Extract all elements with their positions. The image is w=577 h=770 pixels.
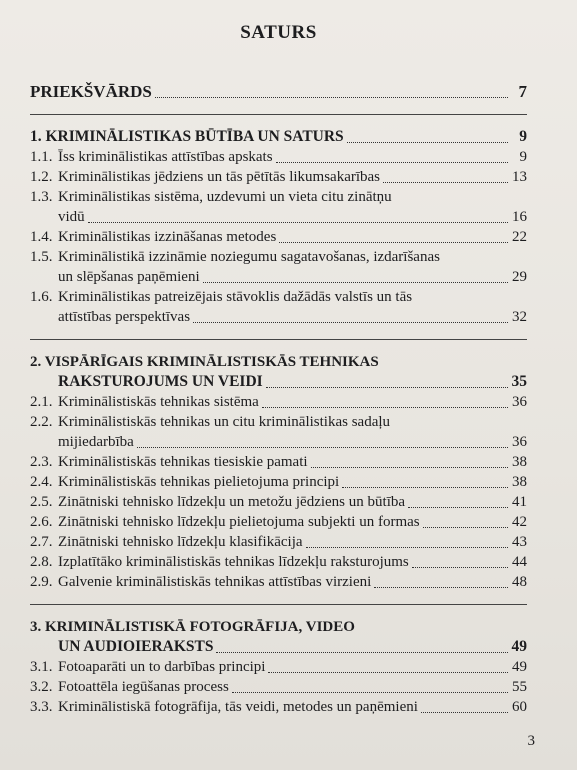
leader-dots (88, 221, 508, 223)
toc-entry (30, 472, 527, 492)
toc-entry-number: 1.5. (30, 249, 53, 265)
chapter-1-items (30, 147, 527, 327)
toc-entry (30, 167, 527, 187)
toc-chapter-3 (30, 637, 527, 657)
leader-dots (421, 711, 508, 713)
chapter-3-page: 49 (511, 638, 527, 655)
toc-entry-line (30, 247, 527, 267)
toc-entry (30, 432, 527, 452)
divider (30, 114, 527, 115)
chapter-1-label: 1. KRIMINĀLISTIKAS BŪTĪBA UN SATURS (30, 128, 344, 145)
toc-entry-page: 32 (512, 309, 527, 325)
leader-dots (262, 406, 508, 408)
chapter-2-items (30, 392, 527, 592)
toc-entry-continuation: attīstības perspektīvas (58, 309, 191, 325)
toc-entry-page: 16 (512, 209, 527, 225)
toc-entry-text: Kriminālistiskā fotogrāfija, tās veidi, metodes un paņēmieni (58, 699, 418, 715)
toc-entry (30, 227, 527, 247)
toc-entry (30, 657, 527, 677)
chapter-1-page: 9 (519, 128, 527, 145)
toc-entry-number: 1.4. (30, 229, 53, 245)
toc-entry (30, 492, 527, 512)
chapter-2-title-line-1: 2. VISPĀRĪGAIS KRIMINĀLISTISKĀS TEHNIKAS (30, 354, 379, 370)
toc-entry-text: Zinātniski tehnisko līdzekļu klasifikācija (58, 534, 303, 550)
toc-entry-number: 3.2. (30, 679, 53, 695)
leader-dots (342, 486, 508, 488)
toc-entry-number: 1.6. (30, 289, 53, 305)
leader-dots (266, 386, 508, 388)
toc-entry-continuation: un slēpšanas paņēmieni (58, 269, 200, 285)
preface-label: PRIEKŠVĀRDS (30, 82, 152, 101)
toc-entry-text: Kriminālistiskās tehnikas un citu kriminālistikas sadaļu (58, 414, 391, 430)
toc-entry-number: 2.6. (30, 514, 53, 530)
toc-entry (30, 697, 527, 717)
toc-entry-text: Kriminālistiskās tehnikas pielietojuma principi (58, 474, 340, 490)
leader-dots (279, 241, 508, 243)
toc-entry-text: Kriminālistikas jēdziens un tās pētītās likumsakarības (58, 169, 381, 185)
toc-entry-number: 1.3. (30, 189, 53, 205)
page-title: SATURS (240, 22, 317, 43)
chapter-3-title-line-2: UN AUDIOIERAKSTS (58, 638, 214, 655)
divider (30, 604, 527, 605)
leader-dots (216, 651, 508, 653)
toc-entry (30, 512, 527, 532)
chapter-3-title-line-1: 3. KRIMINĀLISTISKĀ FOTOGRĀFIJA, VIDEO (30, 619, 355, 635)
toc-entry-page: 9 (519, 149, 527, 165)
toc-entry-text: Kriminālistiskās tehnikas sistēma (58, 394, 259, 410)
toc-entry (30, 532, 527, 552)
leader-dots (268, 671, 508, 673)
toc-entry-page: 29 (512, 269, 527, 285)
toc-entry-continuation: mijiedarbība (58, 434, 134, 450)
toc-entry-text: Galvenie kriminālistiskās tehnikas attīstības virzieni (58, 574, 372, 590)
toc-entry-number: 1.1. (30, 149, 53, 165)
toc-entry-text: Īss kriminālistikas attīstības apskats (58, 149, 273, 165)
toc-entry-page: 36 (512, 434, 527, 450)
toc-entry-line (30, 412, 527, 432)
leader-dots (412, 566, 508, 568)
leader-dots (193, 321, 508, 323)
toc-chapter-2 (30, 372, 527, 392)
leader-dots (383, 181, 508, 183)
toc-entry-line (30, 187, 527, 207)
toc-entry (30, 307, 527, 327)
toc-preface (30, 82, 527, 102)
toc-entry (30, 267, 527, 287)
leader-dots (155, 96, 508, 98)
leader-dots (311, 466, 508, 468)
toc-entry-page: 42 (512, 514, 527, 530)
leader-dots (306, 546, 508, 548)
toc-entry-number: 3.3. (30, 699, 53, 715)
toc-entry-text: Izplatītāko kriminālistiskās tehnikas līdzekļu raksturojums (58, 554, 409, 570)
leader-dots (423, 526, 508, 528)
toc-entry-number: 2.7. (30, 534, 53, 550)
toc-entry-text: Kriminālistikas izzināšanas metodes (58, 229, 277, 245)
toc-entry-number: 2.8. (30, 554, 53, 570)
toc-entry-number: 1.2. (30, 169, 53, 185)
divider (30, 339, 527, 340)
leader-dots (408, 506, 508, 508)
leader-dots (137, 446, 508, 448)
toc-entry (30, 677, 527, 697)
toc-entry (30, 572, 527, 592)
preface-page: 7 (518, 82, 527, 101)
leader-dots (276, 161, 508, 163)
chapter-2-page: 35 (511, 373, 527, 390)
toc-entry-page: 60 (512, 699, 527, 715)
toc-entry-text: Fotoaparāti un to darbības principi (58, 659, 266, 675)
chapter-3-items (30, 657, 527, 717)
toc-entry (30, 392, 527, 412)
toc-entry-page: 48 (512, 574, 527, 590)
toc-entry-text: Kriminālistiskās tehnikas tiesiskie pamati (58, 454, 308, 470)
toc-entry (30, 452, 527, 472)
toc-entry-number: 2.9. (30, 574, 53, 590)
toc-entry-text: Fotoattēla iegūšanas process (58, 679, 229, 695)
toc-entry-text: Kriminālistikā izzināmie noziegumu sagatavošanas, izdarīšanas (58, 249, 440, 265)
leader-dots (347, 141, 508, 143)
toc-entry-page: 36 (512, 394, 527, 410)
leader-dots (203, 281, 508, 283)
toc-entry-page: 38 (512, 454, 527, 470)
toc-entry-text: Kriminālistikas patreizējais stāvoklis dažādās valstīs un tās (58, 289, 413, 305)
toc-entry-continuation: vidū (58, 209, 85, 225)
toc-entry-page: 44 (512, 554, 527, 570)
toc-entry (30, 147, 527, 167)
toc-entry-page: 13 (512, 169, 527, 185)
chapter-2-title-line-2: RAKSTUROJUMS UN VEIDI (58, 373, 263, 390)
page-number: 3 (527, 733, 535, 749)
toc-entry (30, 552, 527, 572)
leader-dots (374, 586, 508, 588)
toc-entry-number: 2.1. (30, 394, 53, 410)
toc-entry-line (30, 287, 527, 307)
toc-chapter-1 (30, 127, 527, 147)
toc-entry-number: 2.2. (30, 414, 53, 430)
toc-entry-number: 2.4. (30, 474, 53, 490)
toc-entry (30, 207, 527, 227)
toc-entry-number: 3.1. (30, 659, 53, 675)
toc-entry-number: 2.5. (30, 494, 53, 510)
toc-entry-page: 43 (512, 534, 527, 550)
toc-entry-page: 55 (512, 679, 527, 695)
toc-entry-page: 49 (512, 659, 527, 675)
toc-entry-text: Kriminālistikas sistēma, uzdevumi un vieta citu zinātņu (58, 189, 392, 205)
toc-entry-text: Zinātniski tehnisko līdzekļu pielietojuma subjekti un formas (58, 514, 420, 530)
toc-entry-page: 38 (512, 474, 527, 490)
toc-entry-text: Zinātniski tehnisko līdzekļu un metožu jēdziens un būtība (58, 494, 406, 510)
toc-entry-page: 22 (512, 229, 527, 245)
leader-dots (232, 691, 508, 693)
toc-entry-page: 41 (512, 494, 527, 510)
toc-entry-number: 2.3. (30, 454, 53, 470)
